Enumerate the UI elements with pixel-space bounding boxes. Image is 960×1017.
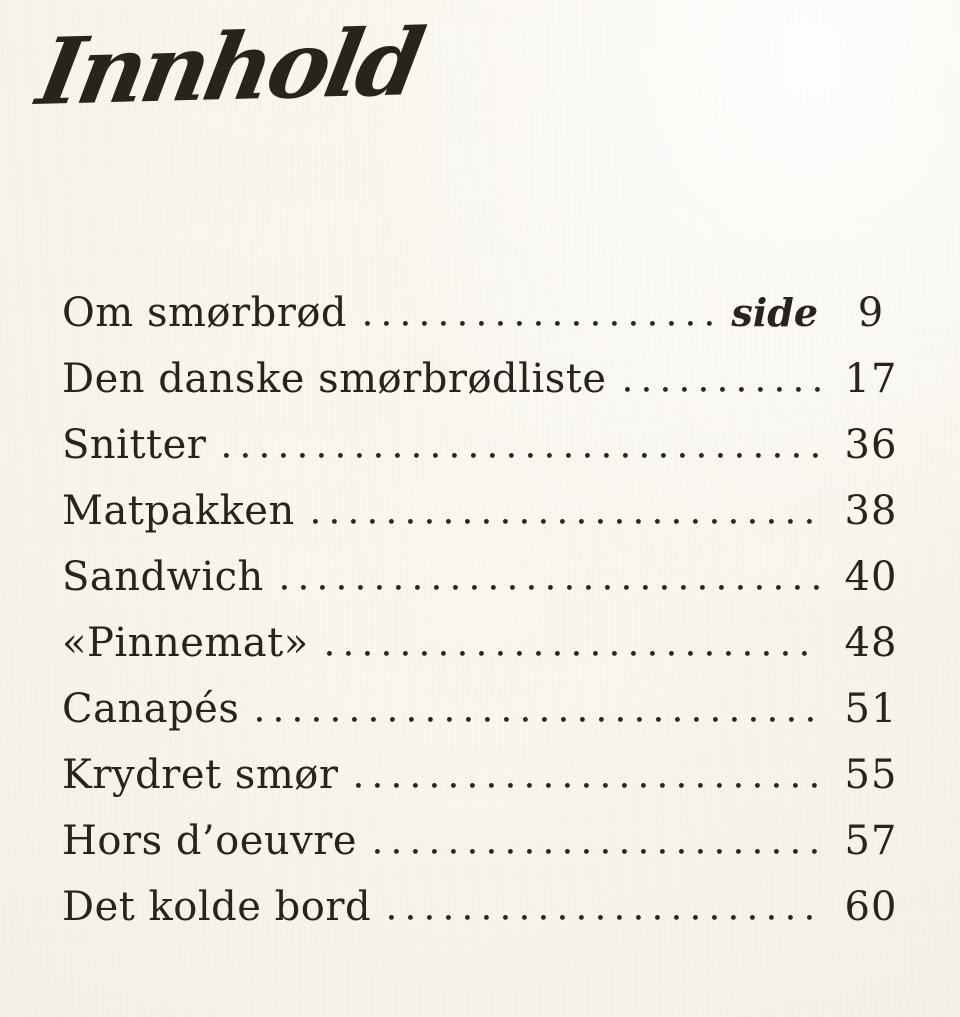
toc-entry-label: Hors d’oeuvre (62, 818, 358, 864)
contents-title: Innhold (30, 8, 429, 126)
toc-entry-page-number: 55 (844, 752, 898, 798)
toc-entry (62, 620, 914, 666)
toc-entry-page-number: 36 (844, 422, 898, 468)
dot-leader (365, 321, 723, 326)
toc-entry (62, 290, 914, 336)
toc-entry (62, 488, 914, 534)
toc-entry-label: Krydret smør (62, 752, 339, 798)
toc-entry-label: Det kolde bord (62, 884, 372, 930)
toc-entry-label: Den danske smørbrødliste (62, 356, 607, 402)
toc-entry-page-number: 51 (844, 686, 898, 732)
dot-leader (282, 585, 820, 590)
toc-entry (62, 422, 914, 468)
dot-leader (625, 387, 820, 392)
toc-entry (62, 686, 914, 732)
toc-entry-page-number: 9 (857, 290, 885, 336)
dot-leader (375, 849, 820, 854)
toc-entry (62, 356, 914, 402)
toc-entry (62, 884, 914, 930)
toc-entry-page-number: 60 (844, 884, 898, 930)
side-label: side (731, 290, 818, 335)
toc-entry-page-number: 17 (844, 356, 898, 402)
toc-entry-label: Matpakken (62, 488, 295, 534)
toc-entry-label: Sandwich (62, 554, 264, 600)
toc-entry-page-number: 48 (844, 620, 898, 666)
toc-entry-label: «Pinnemat» (62, 620, 309, 666)
toc-entry-label: Snitter (62, 422, 207, 468)
toc-entry-page-number: 57 (844, 818, 898, 864)
toc-entry (62, 818, 914, 864)
toc-entry (62, 752, 914, 798)
dot-leader (327, 651, 820, 656)
toc-entry-page-number: 40 (844, 554, 898, 600)
dot-leader (389, 915, 820, 920)
dot-leader (356, 783, 820, 788)
toc-entry-label: Om smørbrød (62, 290, 348, 336)
toc-entry-page-number: 38 (844, 488, 898, 534)
table-of-contents (62, 290, 914, 950)
toc-entry-label: Canapés (62, 686, 240, 732)
toc-entry (62, 554, 914, 600)
dot-leader (224, 453, 820, 458)
dot-leader (257, 717, 820, 722)
dot-leader (313, 519, 820, 524)
